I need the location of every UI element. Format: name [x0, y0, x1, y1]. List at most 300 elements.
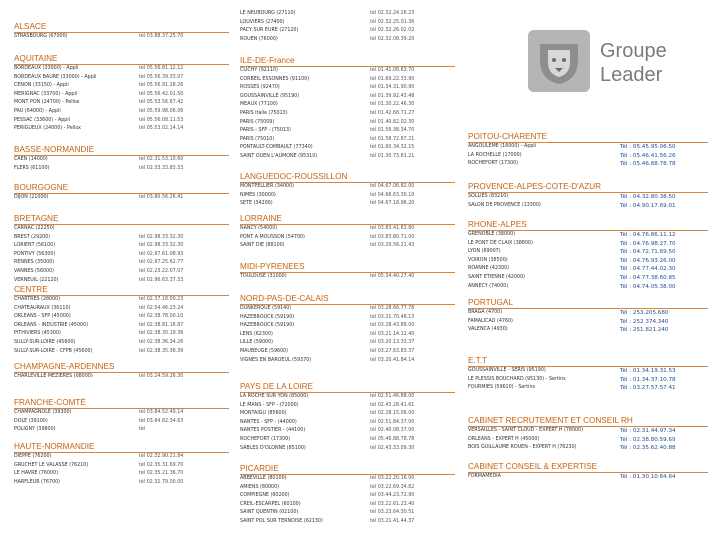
agency-row: [240, 76, 455, 85]
agency-row: [468, 384, 708, 393]
region-title: NORD-PAS-DE-CALAIS: [240, 294, 455, 305]
agency-phone: tél 02.32.24.26.23: [370, 11, 415, 16]
agency-name: HAZEBROUCK (59190): [240, 314, 295, 320]
agency-name: LE HAVRE (76000): [14, 471, 58, 477]
agency-row: [240, 419, 455, 428]
agency-phone: tél 03.44.23.72.90: [370, 493, 415, 499]
region-title: ALSACE: [14, 22, 229, 33]
agency-row: [14, 296, 229, 305]
agency-row: [240, 84, 455, 93]
region-section: [468, 298, 708, 335]
agency-name: LA ROCHE SUR YON (85000): [240, 394, 309, 399]
agency-phone: tél 02.97.61.08.93: [139, 251, 184, 257]
agency-name: SOLLIES (83210): [468, 194, 509, 199]
agency-row: [468, 367, 708, 376]
agency-row: [240, 242, 455, 251]
agency-name: ABBEVILLE (80100): [240, 476, 287, 481]
region-section: [240, 214, 455, 251]
agency-row: [468, 274, 708, 283]
agency-row: [240, 518, 455, 527]
agency-row: [240, 501, 455, 510]
agency-phone: Tél : 04.90.17.69.01: [620, 202, 676, 209]
agency-name: FOURMIES (59610) - Sertins: [468, 385, 536, 391]
agency-name: PARIS (75009): [240, 119, 275, 125]
agency-name: VERNEUIL (22120): [14, 277, 59, 283]
agency-phone: tél 01.58.72.87.21: [370, 136, 415, 142]
agency-row: [14, 225, 229, 234]
agency-name: BRAGA (4700): [468, 310, 503, 315]
agency-name: HAZEBROUCK (59190): [240, 323, 295, 329]
region-section: [240, 56, 455, 162]
agency-row: [240, 27, 455, 36]
agency-row: [468, 326, 708, 335]
agency-row: [468, 160, 708, 169]
agency-phone: tél 02.43.33.09.30: [370, 445, 415, 451]
agency-phone: tél 01.34.31.90.90: [370, 85, 415, 91]
agency-phone: Tél : 04.74.05.38.00: [620, 283, 676, 290]
region-section: [468, 356, 708, 393]
region-title: POITOU-CHARENTE: [468, 132, 708, 143]
agency-name: BORDEAUX (33000) - Appli: [14, 66, 79, 71]
agency-phone: tél 04.67.18.96.20: [370, 201, 415, 207]
agency-row: [240, 36, 455, 45]
region-title: PAYS DE LA LOIRE: [240, 382, 455, 393]
agency-name: CENON (33150) - Appli: [14, 83, 69, 89]
agency-name: VOIRON (38500): [468, 257, 508, 263]
agency-row: [240, 93, 455, 102]
agency-name: PARIS - SFP - (75013): [240, 128, 291, 134]
region-section: [468, 462, 708, 482]
agency-phone: tél 05.56.81.12.12: [139, 66, 184, 71]
agency-name: LE NEUBOURG (27110): [240, 11, 296, 16]
agency-name: ANGOULEME (16000) - Appli: [468, 144, 537, 149]
agency-name: MONTAIGU (85600): [240, 411, 287, 417]
region-section: [240, 10, 455, 44]
agency-phone: tél 05.34.40.27.40: [370, 274, 415, 279]
region-section: [14, 398, 229, 435]
agency-name: NIMES (30000): [240, 192, 276, 198]
agency-phone: tél 02.38.78.00.10: [139, 314, 184, 320]
agency-phone: Tél : 04.77.38.60.85: [620, 274, 676, 281]
region-section: [468, 416, 708, 453]
agency-phone: tél 02.32.25.01.36: [370, 19, 415, 25]
agency-row: [468, 265, 708, 274]
agency-name: GRUCHET LE VALASSE (76210): [14, 462, 89, 468]
agency-phone: tél 02.98.33.32.30: [139, 243, 184, 249]
agency-row: [240, 484, 455, 493]
agency-name: DIEPPE (76200): [14, 454, 52, 459]
agency-name: PESSAC (33600) - Appli: [14, 117, 70, 123]
agency-phone: tél 03.84.52.49.14: [139, 410, 184, 415]
agency-row: [240, 200, 455, 209]
agency-phone: tél 02.40.08.37.00: [370, 428, 415, 434]
agency-phone: tél 03.23.64.30.51: [370, 510, 415, 516]
agency-phone: Tél : 02.35.62.40.88: [620, 445, 676, 452]
agency-phone: tél 03.20.41.84.14: [370, 357, 415, 363]
region-title: MIDI-PYRENEES: [240, 262, 455, 273]
region-title: ILE-DE-France: [240, 56, 455, 67]
agency-phone: tél 03.28.43.88.00: [370, 323, 415, 329]
agency-phone: tél 01.42.68.71.27: [370, 110, 415, 116]
agency-phone: tél 05.56.39.33.07: [139, 74, 184, 80]
agency-name: NANTES POSTIER - (44100): [240, 428, 306, 434]
agency-name: PARIS Italie (75013): [240, 110, 288, 116]
agency-row: [240, 136, 455, 145]
agency-name: GRENOBLE (38000): [468, 232, 515, 237]
agency-phone: Tél : 02.31.44.97.34: [620, 428, 676, 434]
agency-phone: tél 02.32.79.00.00: [139, 479, 184, 485]
agency-phone: Tél : 01.34.37.10.78: [620, 376, 676, 383]
agency-phone: tél 01.30.73.81.21: [370, 153, 415, 159]
agency-phone: Tél : 01.30.10.64.64: [620, 474, 676, 480]
agency-phone: Tél : 04.76.93.26.00: [620, 257, 676, 264]
agency-name: SETE (34200): [240, 201, 273, 207]
agency-name: LE PONT DE CLAIX (38800): [468, 240, 533, 246]
agency-phone: tél 03.88.37.25.70: [139, 34, 184, 39]
agency-name: RENNES (35000): [14, 260, 55, 266]
agency-row: [240, 183, 455, 192]
agency-name: HARFLEUR (76700): [14, 479, 61, 485]
agency-phone: tél 02.54.46.23.24: [139, 305, 184, 311]
region-title: FRANCHE-COMTÉ: [14, 398, 229, 409]
agency-name: CHARLEVILLE MEZIERES (08000): [14, 374, 93, 379]
agency-name: SAINT DIE (88100): [240, 243, 285, 249]
agency-row: [14, 99, 229, 108]
agency-row: [14, 348, 229, 357]
agency-row: [14, 268, 229, 277]
agency-phone: tél 02.51.46.88.00: [370, 394, 415, 399]
agency-name: GOUSSAINVILLE (95190): [240, 93, 300, 99]
agency-phone: tél 03.27.63.83.37: [370, 348, 415, 354]
region-section: [240, 382, 455, 453]
agency-phone: tél 05.59.98.06.06: [139, 108, 184, 114]
agency-phone: tél 02.28.15.06.00: [370, 411, 415, 417]
agency-row: [468, 318, 708, 327]
agency-phone: tél 04.67.06.82.00: [370, 184, 415, 189]
agency-phone: Tél : 253.205.680: [620, 310, 669, 316]
agency-phone: tél 02.23.22.07.07: [139, 268, 184, 274]
agency-name: SULLY-SUR-LOIRE (45600): [14, 339, 76, 345]
agency-row: [240, 273, 455, 282]
agency-row: [14, 339, 229, 348]
region-section: [240, 294, 455, 365]
agency-name: CORBEIL ESSONNES (91100): [240, 76, 310, 82]
agency-row: [14, 426, 229, 435]
agency-row: [240, 410, 455, 419]
agency-row: [14, 479, 229, 488]
agency-phone: Tél : 04.72.71.69.50: [620, 249, 676, 256]
agency-row: [14, 91, 229, 100]
agency-phone: tél 03.80.56.26.41: [139, 195, 184, 200]
agency-phone: Tél : 251.821.240: [620, 327, 669, 334]
region-title: PROVENCE-ALPES-COTE-D'AZUR: [468, 182, 708, 193]
agency-row: [468, 309, 708, 318]
agency-phone: tél 02.35.31.69.70: [139, 462, 184, 468]
agency-phone: tél 05.56.91.28.26: [139, 83, 184, 89]
agency-name: AMIENS (80000): [240, 484, 280, 490]
agency-phone: tél 03.20.13.33.37: [370, 340, 415, 346]
logo-word-groupe: Groupe: [600, 40, 667, 62]
region-section: [14, 362, 229, 382]
agency-phone: tél 02.51.84.37.00: [370, 419, 415, 425]
agency-phone: tél 01.56.38.34.70: [370, 128, 415, 134]
agency-name: CLICHY (92110): [240, 68, 278, 73]
agency-name: CREIL-ESCARPEL (60100): [240, 501, 301, 507]
agency-row: [14, 409, 229, 418]
agency-phone: tél 03.83.80.71.00: [370, 234, 415, 240]
agency-row: [14, 277, 229, 286]
agency-phone: tél 02.35.21.36.70: [139, 471, 184, 477]
agency-name: PONT A MOUSSON (54700): [240, 234, 305, 240]
agency-row: [240, 427, 455, 436]
agency-name: FORMAMEDIA: [468, 474, 501, 479]
agency-phone: tél 04.66.63.30.10: [370, 192, 415, 198]
region-title: LANGUEDOC-ROUSSILLON: [240, 172, 455, 183]
agency-name: SAINT OUEN L'AUMONE (95310): [240, 153, 318, 159]
agency-row: [240, 322, 455, 331]
agency-row: [240, 339, 455, 348]
region-title: CENTRE: [14, 285, 229, 296]
agency-phone: Tél : 05.45.95.06.50: [620, 144, 676, 150]
agency-name: ROUEN (76000): [240, 36, 278, 42]
agency-phone: Tél : 04.76.98.27.70: [620, 240, 676, 247]
agency-phone: Tél : 04.77.44.02.30: [620, 266, 676, 273]
agency-phone: tél 02.32.08.39.20: [370, 36, 415, 42]
agency-name: DOLE (39100): [14, 418, 48, 424]
agency-row: [14, 313, 229, 322]
agency-name: PONTIVY (56300): [14, 251, 56, 257]
agency-name: DUNKERQUE (59140): [240, 306, 292, 311]
agency-row: [468, 427, 708, 436]
agency-row: [14, 418, 229, 427]
agency-row: [240, 305, 455, 314]
agency-phone: Tél : 05.46.41.56.26: [620, 152, 676, 159]
agency-phone: tél 02.38.35.36.39: [139, 348, 184, 354]
agency-name: PERIGUEUX (24000) - Pellox: [14, 126, 81, 132]
region-title: CABINET RECRUTEMENT ET CONSEIL RH: [468, 416, 708, 427]
agency-name: LYON (69007): [468, 249, 501, 255]
agency-row: [240, 101, 455, 110]
agency-row: [240, 445, 455, 454]
agency-name: FLERS (61100): [14, 165, 50, 171]
agency-name: VERSAILLES - SAINT CLOUD - EXPERT H (78000): [468, 428, 583, 433]
agency-name: ORLEANS - INDUSTRIE (45000): [14, 322, 88, 328]
agency-name: PACY SUR EURE (27120): [240, 28, 299, 34]
agency-name: VALENCA (4930): [468, 327, 508, 333]
agency-row: [240, 436, 455, 445]
agency-name: ORLEANS - SFP (45000): [14, 314, 71, 320]
agency-phone: tél 05.53.02.14.14: [139, 126, 184, 132]
agency-name: ROSSES (92470): [240, 85, 280, 91]
agency-phone: tél 03.21.14.12.40: [370, 331, 415, 337]
region-title: PORTUGAL: [468, 298, 708, 309]
agency-name: NANTES - SFP - (44000): [240, 419, 297, 425]
agency-name: SALON DE PROVENCE (13300): [468, 202, 541, 208]
agency-row: [240, 225, 455, 234]
region-section: [240, 464, 455, 527]
agency-phone: tél 05.56.42.01.50: [139, 91, 184, 97]
agency-name: MAUBEUGE (59600): [240, 348, 289, 354]
agency-name: SAINT POL SUR TERNOISE (62130): [240, 518, 323, 524]
agency-row: [240, 357, 455, 366]
agency-phone: tél 02.43.28.41.61: [370, 402, 415, 408]
region-section: [14, 285, 229, 356]
agency-name: CARNAC (22250): [14, 226, 55, 231]
agency-row: [240, 67, 455, 76]
agency-row: [240, 393, 455, 402]
agency-row: [240, 153, 455, 162]
region-title: HAUTE-NORMANDIE: [14, 442, 229, 453]
agency-name: FAMALICAO (4760): [468, 318, 513, 324]
agency-name: LE MANS - SFP - (72000): [240, 402, 299, 408]
agency-row: [14, 74, 229, 83]
lion-emblem-icon: [528, 30, 590, 92]
agency-phone: tél 03.29.56.21.43: [370, 243, 415, 249]
region-section: [14, 214, 229, 285]
agency-row: [468, 193, 708, 202]
groupe-leader-logo: [528, 30, 688, 100]
region-title: BASSE-NORMANDIE: [14, 145, 229, 156]
agency-name: PONTAULT-COMBAULT (77340): [240, 145, 313, 151]
agency-row: [468, 376, 708, 385]
agency-row: [468, 283, 708, 292]
agency-name: PARIS (75010): [240, 136, 275, 142]
agency-name: MEAUX (77100): [240, 102, 278, 108]
region-section: [14, 54, 229, 134]
agency-name: VANNES (56000): [14, 268, 55, 274]
agency-phone: Tél : 05.46.88.78.78: [620, 161, 676, 168]
agency-name: LILLE (59000): [240, 340, 273, 346]
agency-phone: tél 01.60.34.32.15: [370, 145, 415, 151]
agency-row: [14, 117, 229, 126]
agency-name: ROCHEFORT (17300): [240, 436, 291, 442]
agency-row: [240, 314, 455, 323]
agency-row: [14, 33, 229, 42]
agency-row: [468, 202, 708, 211]
region-title: RHONE-ALPES: [468, 220, 708, 231]
agency-row: [14, 242, 229, 251]
agency-row: [240, 348, 455, 357]
agency-name: GOUSSAINVILLE - SERIS (95190): [468, 368, 546, 373]
agency-row: [468, 444, 708, 453]
agency-row: [14, 156, 229, 165]
region-title: CABINET CONSEIL & EXPERTISE: [468, 462, 708, 473]
agency-name: BORDEAUX BAURE (33000) - Appli: [14, 74, 97, 80]
agency-row: [240, 127, 455, 136]
region-section: [14, 22, 229, 42]
agency-name: ROCHEFORT (17300): [468, 161, 519, 167]
agency-row: [14, 462, 229, 471]
agency-name: LA ROCHELLE (17000): [468, 152, 522, 158]
agency-row: [240, 475, 455, 484]
agency-name: CHAMPAGNOLE (39300): [14, 410, 72, 415]
agency-phone: tél 02.38.81.16.87: [139, 322, 184, 328]
region-title: BRETAGNE: [14, 214, 229, 225]
agency-name: BOIS GUILLAUME ROUEN - EXPERT H (76230): [468, 445, 577, 451]
agency-row: [468, 248, 708, 257]
agency-name: STRASBOURG (67000): [14, 34, 68, 39]
region-title: LORRAINE: [240, 214, 455, 225]
agency-phone: tél 02.33.33.83.33: [139, 165, 184, 171]
agency-row: [14, 322, 229, 331]
agency-phone: tél 02.32.90.21.84: [139, 454, 184, 459]
agency-row: [468, 143, 708, 152]
agency-name: BREST (29200): [14, 234, 51, 240]
agency-row: [240, 192, 455, 201]
agency-name: ORLEANS - EXPERT H (45000): [468, 436, 540, 442]
region-section: [240, 262, 455, 282]
agency-row: [14, 453, 229, 462]
region-title: BOURGOGNE: [14, 183, 229, 194]
agency-name: NANCY (54000): [240, 226, 278, 231]
agency-phone: tél 05.53.56.67.42: [139, 100, 184, 106]
agency-row: [14, 194, 229, 203]
agency-name: LE PLESSIS BOUCHARD (95130) - Sertins: [468, 376, 566, 382]
agency-row: [240, 402, 455, 411]
agency-row: [240, 144, 455, 153]
agency-phone: tél 02.38.36.34.26: [139, 339, 184, 345]
agency-row: [468, 436, 708, 445]
agency-name: COMPIEGNE (60200): [240, 493, 290, 499]
agency-phone: tél 02.98.33.32.30: [139, 234, 184, 240]
agency-phone: tél 03.21.70.48.13: [370, 314, 415, 320]
agency-name: SABLES D'OLONNE (85100): [240, 445, 306, 451]
agency-name: DIJON (21000): [14, 195, 49, 200]
agency-phone: Tél : 02.38.80.59.69: [620, 436, 676, 443]
agency-name: MERIGNAC (33700) - Appli: [14, 91, 78, 97]
agency-row: [14, 470, 229, 479]
agency-row: [14, 373, 229, 382]
agency-name: SAINT QUENTIN (02100): [240, 510, 299, 516]
region-section: [14, 442, 229, 487]
agency-phone: tél 02.32.26.02.02: [370, 28, 415, 34]
agency-phone: tél 05.56.08.11.53: [139, 117, 184, 123]
agency-row: [240, 19, 455, 28]
agency-name: LORIENT (56100): [14, 243, 56, 249]
agency-row: [240, 10, 455, 19]
agency-row: [14, 65, 229, 74]
agency-phone: tél 03.22.61.23.40: [370, 501, 415, 507]
agency-phone: tél 03.83.41.63.80: [370, 226, 415, 231]
agency-phone: Tél : 04.76.86.11.12: [620, 232, 676, 238]
agency-phone: Tél : 03.27.57.57.41: [620, 385, 676, 392]
agency-name: LOUVIERS (27400): [240, 19, 285, 25]
agency-row: [240, 509, 455, 518]
agency-row: [468, 240, 708, 249]
agency-row: [14, 251, 229, 260]
agency-name: LENS (62300): [240, 331, 273, 337]
agency-phone: Tél : 04.32.80.38.50: [620, 194, 676, 200]
agency-phone: tél 02.31.53.10.60: [139, 157, 184, 162]
agency-row: [14, 330, 229, 339]
agency-phone: tél 01.40.82.02.30: [370, 119, 415, 125]
agency-phone: Tél : 01.34.19.31.53: [620, 368, 676, 374]
agency-row: [14, 259, 229, 268]
agency-row: [14, 165, 229, 174]
region-title: AQUITAINE: [14, 54, 229, 65]
agency-name: TOULOUSE (31000): [240, 274, 287, 279]
agency-phone: tél 02.38.30.19.36: [139, 331, 184, 337]
region-title: CHAMPAGNE-ARDENNES: [14, 362, 229, 373]
region-title: PICARDIE: [240, 464, 455, 475]
agency-name: MONTPELLIER (34000): [240, 184, 295, 189]
agency-phone: tél 03.21.41.44.37: [370, 518, 415, 524]
agency-phone: tél 02.97.25.62.77: [139, 260, 184, 266]
agency-name: ANNECY (74000): [468, 283, 509, 289]
agency-row: [14, 305, 229, 314]
agency-phone: tél 03.22.69.34.82: [370, 484, 415, 490]
agency-phone: tél 03.24.59.26.30: [139, 374, 184, 379]
